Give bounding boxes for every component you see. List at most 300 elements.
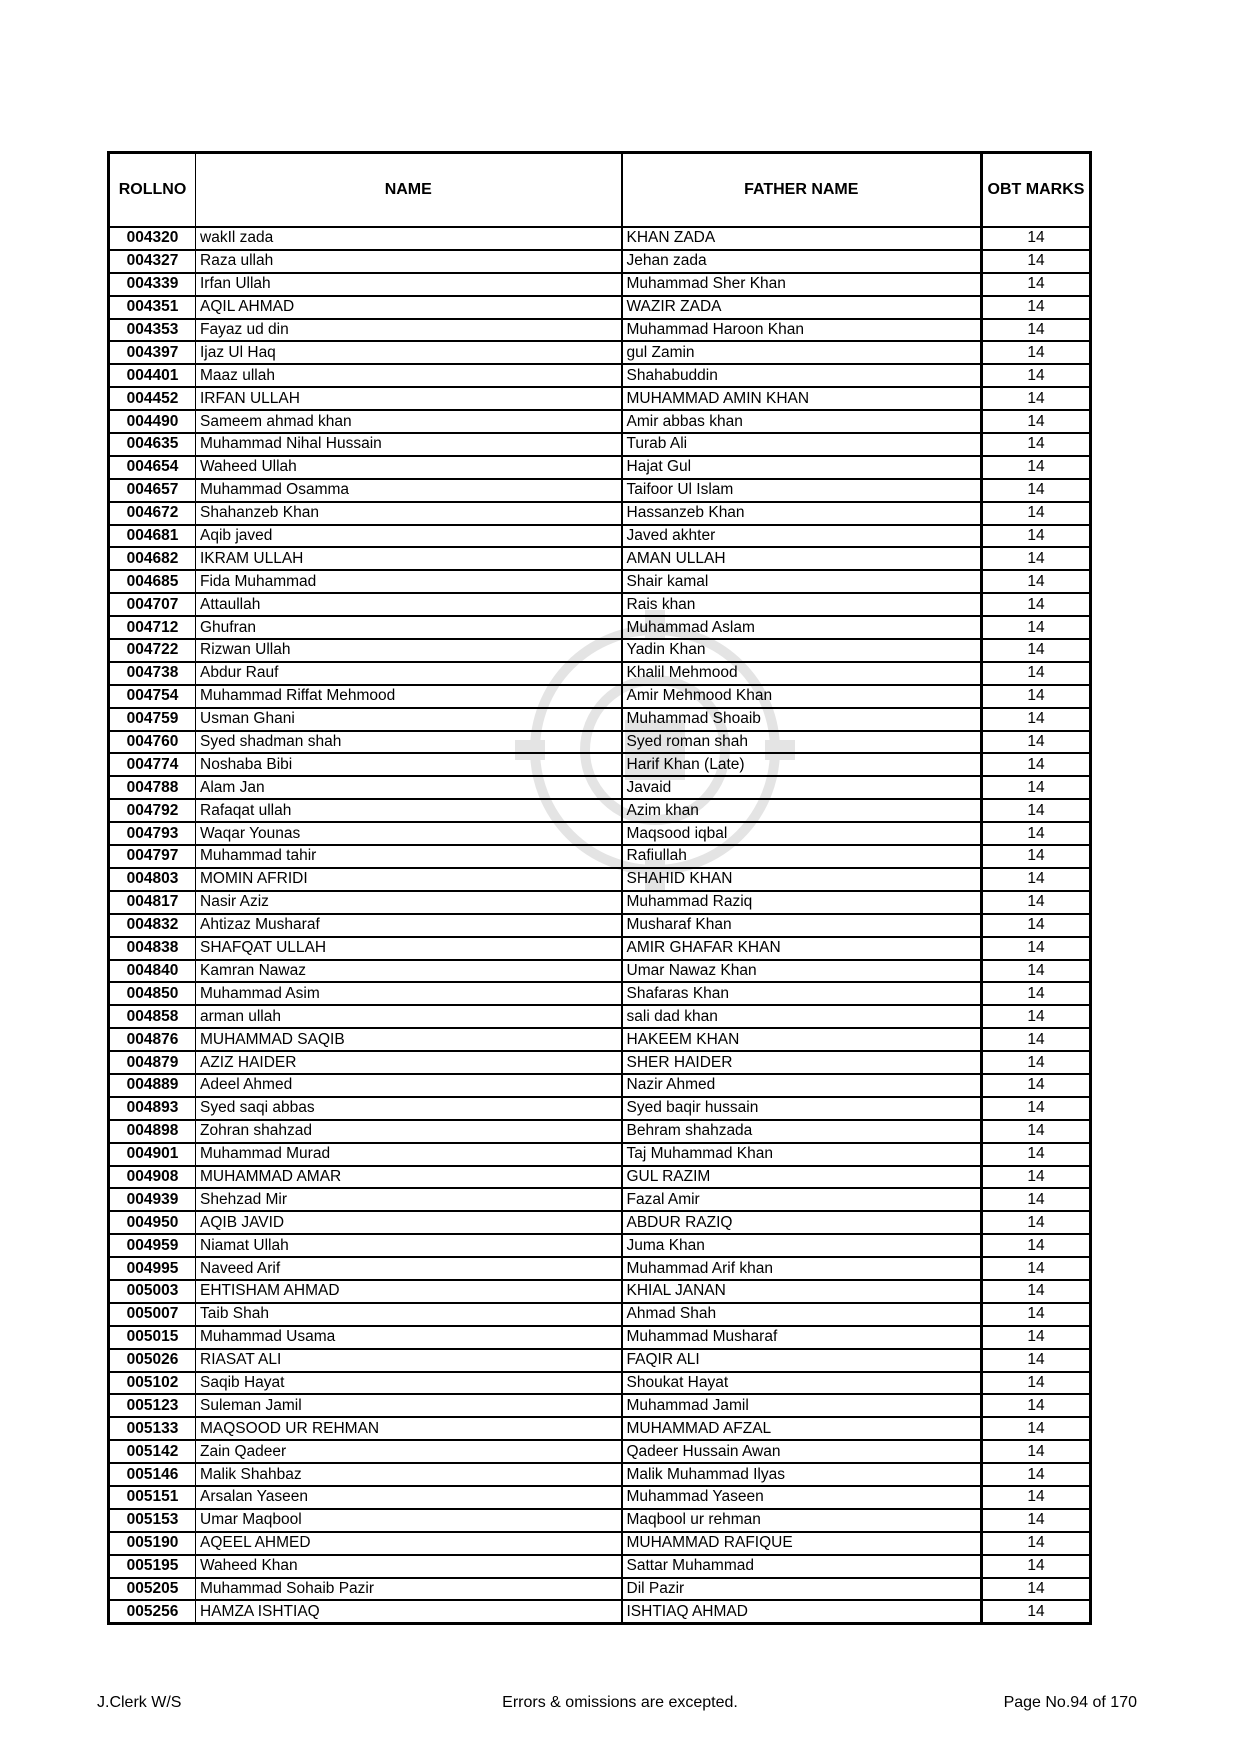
- father-name-cell: Malik Muhammad Ilyas: [622, 1463, 982, 1486]
- table-row: [109, 845, 1091, 868]
- marks-cell: 14: [982, 1074, 1091, 1097]
- table-row: [109, 1143, 1091, 1166]
- father-name-cell: Syed roman shah: [622, 731, 982, 754]
- rollno-cell: 004889: [109, 1074, 196, 1097]
- father-name-cell: FAQIR ALI: [622, 1349, 982, 1372]
- father-name-cell: Muhammad Musharaf: [622, 1326, 982, 1349]
- name-cell: MOMIN AFRIDI: [196, 868, 622, 891]
- rollno-cell: 004774: [109, 753, 196, 776]
- rollno-cell: 004452: [109, 387, 196, 410]
- father-name-cell: Sattar Muhammad: [622, 1555, 982, 1578]
- father-name-cell: Yadin Khan: [622, 639, 982, 662]
- marks-cell: 14: [982, 1509, 1091, 1532]
- name-cell: Fida Muhammad: [196, 570, 622, 593]
- rollno-cell: 004832: [109, 914, 196, 937]
- father-name-cell: Ahmad Shah: [622, 1303, 982, 1326]
- marks-cell: 14: [982, 319, 1091, 342]
- marks-cell: 14: [982, 433, 1091, 456]
- name-cell: IRFAN ULLAH: [196, 387, 622, 410]
- name-cell: Nasir Aziz: [196, 891, 622, 914]
- rollno-cell: 004397: [109, 341, 196, 364]
- marks-cell: 14: [982, 1303, 1091, 1326]
- rollno-cell: 004327: [109, 250, 196, 273]
- marks-cell: 14: [982, 1349, 1091, 1372]
- rollno-cell: 004792: [109, 799, 196, 822]
- name-cell: AZIZ HAIDER: [196, 1051, 622, 1074]
- marks-cell: 14: [982, 1280, 1091, 1303]
- rollno-cell: 005151: [109, 1486, 196, 1509]
- father-name-cell: Rais khan: [622, 593, 982, 616]
- rollno-cell: 004797: [109, 845, 196, 868]
- rollno-cell: 004738: [109, 662, 196, 685]
- rollno-cell: 004850: [109, 982, 196, 1005]
- rollno-cell: 004879: [109, 1051, 196, 1074]
- name-cell: MAQSOOD UR REHMAN: [196, 1417, 622, 1440]
- marks-cell: 14: [982, 273, 1091, 296]
- father-name-cell: Qadeer Hussain Awan: [622, 1440, 982, 1463]
- father-name-cell: Fazal Amir: [622, 1188, 982, 1211]
- marks-cell: 14: [982, 1211, 1091, 1234]
- rollno-cell: 004490: [109, 410, 196, 433]
- rollno-cell: 004682: [109, 547, 196, 570]
- table-row: [109, 1440, 1091, 1463]
- table-row: [109, 639, 1091, 662]
- table-row: [109, 227, 1091, 250]
- father-name-cell: Juma Khan: [622, 1234, 982, 1257]
- marks-cell: 14: [982, 593, 1091, 616]
- marks-cell: 14: [982, 1372, 1091, 1395]
- father-name-cell: Taifoor Ul Islam: [622, 479, 982, 502]
- table-row: [109, 570, 1091, 593]
- rollno-cell: 004654: [109, 456, 196, 479]
- marks-cell: 14: [982, 822, 1091, 845]
- marks-cell: 14: [982, 547, 1091, 570]
- name-cell: Taib Shah: [196, 1303, 622, 1326]
- name-cell: Adeel Ahmed: [196, 1074, 622, 1097]
- table-row: [109, 799, 1091, 822]
- rollno-cell: 005123: [109, 1394, 196, 1417]
- name-cell: AQEEL AHMED: [196, 1532, 622, 1555]
- table-row: [109, 296, 1091, 319]
- rollno-cell: 005026: [109, 1349, 196, 1372]
- header-father-name: FATHER NAME: [622, 153, 982, 228]
- rollno-cell: 004898: [109, 1120, 196, 1143]
- rollno-cell: 004707: [109, 593, 196, 616]
- father-name-cell: ABDUR RAZIQ: [622, 1211, 982, 1234]
- name-cell: RIASAT ALI: [196, 1349, 622, 1372]
- table-row: [109, 662, 1091, 685]
- rollno-cell: 004793: [109, 822, 196, 845]
- marks-cell: 14: [982, 1486, 1091, 1509]
- name-cell: AQIB JAVID: [196, 1211, 622, 1234]
- father-name-cell: Hajat Gul: [622, 456, 982, 479]
- marks-cell: 14: [982, 1257, 1091, 1280]
- rollno-cell: 004754: [109, 685, 196, 708]
- table-row: [109, 250, 1091, 273]
- rollno-cell: 004712: [109, 616, 196, 639]
- father-name-cell: Amir Mehmood Khan: [622, 685, 982, 708]
- header-rollno: ROLLNO: [109, 153, 196, 228]
- father-name-cell: SHAHID KHAN: [622, 868, 982, 891]
- name-cell: AQIL AHMAD: [196, 296, 622, 319]
- marks-cell: 14: [982, 570, 1091, 593]
- father-name-cell: Muhammad Jamil: [622, 1394, 982, 1417]
- father-name-cell: HAKEEM KHAN: [622, 1028, 982, 1051]
- marks-cell: 14: [982, 1555, 1091, 1578]
- father-name-cell: Muhammad Aslam: [622, 616, 982, 639]
- name-cell: Ahtizaz Musharaf: [196, 914, 622, 937]
- name-cell: Noshaba Bibi: [196, 753, 622, 776]
- footer-page-number: Page No.94 of 170: [1003, 1694, 1137, 1711]
- table-row: [109, 1372, 1091, 1395]
- table-row: [109, 1051, 1091, 1074]
- marks-cell: 14: [982, 525, 1091, 548]
- marks-cell: 14: [982, 410, 1091, 433]
- father-name-cell: KHAN ZADA: [622, 227, 982, 250]
- table-row: [109, 1280, 1091, 1303]
- rollno-cell: 004950: [109, 1211, 196, 1234]
- table-row: [109, 273, 1091, 296]
- marks-cell: 14: [982, 1394, 1091, 1417]
- father-name-cell: Muhammad Haroon Khan: [622, 319, 982, 342]
- rollno-cell: 005142: [109, 1440, 196, 1463]
- name-cell: Muhammad Riffat Mehmood: [196, 685, 622, 708]
- rollno-cell: 004803: [109, 868, 196, 891]
- table-row: [109, 1349, 1091, 1372]
- rollno-cell: 004876: [109, 1028, 196, 1051]
- marks-cell: 14: [982, 479, 1091, 502]
- table-row: [109, 433, 1091, 456]
- name-cell: MUHAMMAD SAQIB: [196, 1028, 622, 1051]
- name-cell: Muhammad Osamma: [196, 479, 622, 502]
- name-cell: Niamat Ullah: [196, 1234, 622, 1257]
- marks-cell: 14: [982, 1234, 1091, 1257]
- name-cell: Attaullah: [196, 593, 622, 616]
- table-row: [109, 1578, 1091, 1601]
- name-cell: Alam Jan: [196, 776, 622, 799]
- father-name-cell: Hassanzeb Khan: [622, 502, 982, 525]
- table-row: [109, 502, 1091, 525]
- table-row: [109, 479, 1091, 502]
- rollno-cell: 004840: [109, 960, 196, 983]
- rollno-cell: 004817: [109, 891, 196, 914]
- table-row: [109, 1120, 1091, 1143]
- father-name-cell: Muhammad Arif khan: [622, 1257, 982, 1280]
- rollno-cell: 004858: [109, 1005, 196, 1028]
- marks-cell: 14: [982, 891, 1091, 914]
- marks-cell: 14: [982, 845, 1091, 868]
- marks-cell: 14: [982, 914, 1091, 937]
- table-row: [109, 364, 1091, 387]
- father-name-cell: KHIAL JANAN: [622, 1280, 982, 1303]
- father-name-cell: Shafaras Khan: [622, 982, 982, 1005]
- marks-cell: 14: [982, 731, 1091, 754]
- table-row: [109, 547, 1091, 570]
- name-cell: Muhammad Murad: [196, 1143, 622, 1166]
- header-obt-marks: OBT MARKS: [982, 153, 1091, 228]
- marks-cell: 14: [982, 937, 1091, 960]
- marks-cell: 14: [982, 1143, 1091, 1166]
- marks-cell: 14: [982, 868, 1091, 891]
- father-name-cell: WAZIR ZADA: [622, 296, 982, 319]
- rollno-cell: 004759: [109, 708, 196, 731]
- table-row: [109, 1600, 1091, 1623]
- rollno-cell: 004351: [109, 296, 196, 319]
- rollno-cell: 005256: [109, 1600, 196, 1623]
- name-cell: Umar Maqbool: [196, 1509, 622, 1532]
- marks-cell: 14: [982, 1600, 1091, 1623]
- rollno-cell: 005205: [109, 1578, 196, 1601]
- name-cell: Waheed Khan: [196, 1555, 622, 1578]
- marks-cell: 14: [982, 960, 1091, 983]
- table-body: [109, 227, 1091, 1624]
- results-table: [107, 151, 1092, 1625]
- rollno-cell: 005190: [109, 1532, 196, 1555]
- name-cell: Kamran Nawaz: [196, 960, 622, 983]
- rollno-cell: 005195: [109, 1555, 196, 1578]
- table-row: [109, 616, 1091, 639]
- marks-cell: 14: [982, 1417, 1091, 1440]
- table-row: [109, 1166, 1091, 1189]
- rollno-cell: 004838: [109, 937, 196, 960]
- marks-cell: 14: [982, 662, 1091, 685]
- marks-cell: 14: [982, 1097, 1091, 1120]
- table-row: [109, 914, 1091, 937]
- table-row: [109, 1303, 1091, 1326]
- rollno-cell: 004939: [109, 1188, 196, 1211]
- rollno-cell: 005153: [109, 1509, 196, 1532]
- father-name-cell: Rafiullah: [622, 845, 982, 868]
- father-name-cell: Syed baqir hussain: [622, 1097, 982, 1120]
- marks-cell: 14: [982, 296, 1091, 319]
- father-name-cell: Muhammad Yaseen: [622, 1486, 982, 1509]
- table-row: [109, 1005, 1091, 1028]
- rollno-cell: 004635: [109, 433, 196, 456]
- marks-cell: 14: [982, 1188, 1091, 1211]
- name-cell: SHAFQAT ULLAH: [196, 937, 622, 960]
- table-row: [109, 525, 1091, 548]
- table-row: [109, 822, 1091, 845]
- table-row: [109, 731, 1091, 754]
- father-name-cell: GUL RAZIM: [622, 1166, 982, 1189]
- table-header-row: [109, 153, 1091, 228]
- table-row: [109, 456, 1091, 479]
- father-name-cell: AMIR GHAFAR KHAN: [622, 937, 982, 960]
- father-name-cell: Nazir Ahmed: [622, 1074, 982, 1097]
- marks-cell: 14: [982, 753, 1091, 776]
- table-row: [109, 1211, 1091, 1234]
- rollno-cell: 004685: [109, 570, 196, 593]
- table-row: [109, 1463, 1091, 1486]
- name-cell: Raza ullah: [196, 250, 622, 273]
- marks-cell: 14: [982, 1440, 1091, 1463]
- marks-cell: 14: [982, 341, 1091, 364]
- footer-disclaimer: Errors & omissions are excepted.: [502, 1694, 738, 1711]
- table-row: [109, 776, 1091, 799]
- name-cell: MUHAMMAD AMAR: [196, 1166, 622, 1189]
- name-cell: Waqar Younas: [196, 822, 622, 845]
- rollno-cell: 005133: [109, 1417, 196, 1440]
- father-name-cell: AMAN ULLAH: [622, 547, 982, 570]
- name-cell: Zain Qadeer: [196, 1440, 622, 1463]
- father-name-cell: Maqbool ur rehman: [622, 1509, 982, 1532]
- marks-cell: 14: [982, 1120, 1091, 1143]
- name-cell: Saqib Hayat: [196, 1372, 622, 1395]
- table-row: [109, 1509, 1091, 1532]
- father-name-cell: sali dad khan: [622, 1005, 982, 1028]
- name-cell: Ghufran: [196, 616, 622, 639]
- father-name-cell: MUHAMMAD AFZAL: [622, 1417, 982, 1440]
- name-cell: Aqib javed: [196, 525, 622, 548]
- father-name-cell: Harif Khan (Late): [622, 753, 982, 776]
- rollno-cell: 004995: [109, 1257, 196, 1280]
- table-row: [109, 1394, 1091, 1417]
- table-row: [109, 937, 1091, 960]
- rollno-cell: 004893: [109, 1097, 196, 1120]
- table-row: [109, 410, 1091, 433]
- marks-cell: 14: [982, 227, 1091, 250]
- table-row: [109, 1326, 1091, 1349]
- name-cell: Sameem ahmad khan: [196, 410, 622, 433]
- name-cell: Irfan Ullah: [196, 273, 622, 296]
- rollno-cell: 004760: [109, 731, 196, 754]
- father-name-cell: Dil Pazir: [622, 1578, 982, 1601]
- father-name-cell: ISHTIAQ AHMAD: [622, 1600, 982, 1623]
- rollno-cell: 004681: [109, 525, 196, 548]
- marks-cell: 14: [982, 1051, 1091, 1074]
- rollno-cell: 005007: [109, 1303, 196, 1326]
- rollno-cell: 005003: [109, 1280, 196, 1303]
- table-row: [109, 1074, 1091, 1097]
- marks-cell: 14: [982, 456, 1091, 479]
- name-cell: Muhammad tahir: [196, 845, 622, 868]
- father-name-cell: Amir abbas khan: [622, 410, 982, 433]
- marks-cell: 14: [982, 1532, 1091, 1555]
- rollno-cell: 004672: [109, 502, 196, 525]
- table-row: [109, 1555, 1091, 1578]
- father-name-cell: Shoukat Hayat: [622, 1372, 982, 1395]
- name-cell: Rizwan Ullah: [196, 639, 622, 662]
- father-name-cell: MUHAMMAD AMIN KHAN: [622, 387, 982, 410]
- father-name-cell: Umar Nawaz Khan: [622, 960, 982, 983]
- father-name-cell: Musharaf Khan: [622, 914, 982, 937]
- rollno-cell: 004788: [109, 776, 196, 799]
- marks-cell: 14: [982, 387, 1091, 410]
- table-row: [109, 960, 1091, 983]
- table-row: [109, 1028, 1091, 1051]
- table-row: [109, 1257, 1091, 1280]
- father-name-cell: SHER HAIDER: [622, 1051, 982, 1074]
- name-cell: IKRAM ULLAH: [196, 547, 622, 570]
- father-name-cell: Muhammad Shoaib: [622, 708, 982, 731]
- name-cell: Muhammad Asim: [196, 982, 622, 1005]
- name-cell: EHTISHAM AHMAD: [196, 1280, 622, 1303]
- marks-cell: 14: [982, 250, 1091, 273]
- table-row: [109, 708, 1091, 731]
- table-row: [109, 1097, 1091, 1120]
- name-cell: Shehzad Mir: [196, 1188, 622, 1211]
- name-cell: Waheed Ullah: [196, 456, 622, 479]
- name-cell: Suleman Jamil: [196, 1394, 622, 1417]
- name-cell: Muhammad Usama: [196, 1326, 622, 1349]
- table-row: [109, 1417, 1091, 1440]
- marks-cell: 14: [982, 1463, 1091, 1486]
- father-name-cell: Taj Muhammad Khan: [622, 1143, 982, 1166]
- name-cell: Usman Ghani: [196, 708, 622, 731]
- name-cell: HAMZA ISHTIAQ: [196, 1600, 622, 1623]
- name-cell: Ijaz Ul Haq: [196, 341, 622, 364]
- father-name-cell: Shahabuddin: [622, 364, 982, 387]
- table-row: [109, 1532, 1091, 1555]
- header-name: NAME: [196, 153, 622, 228]
- rollno-cell: 004320: [109, 227, 196, 250]
- name-cell: Maaz ullah: [196, 364, 622, 387]
- father-name-cell: gul Zamin: [622, 341, 982, 364]
- father-name-cell: Turab Ali: [622, 433, 982, 456]
- marks-cell: 14: [982, 1028, 1091, 1051]
- table-row: [109, 868, 1091, 891]
- table-row: [109, 319, 1091, 342]
- father-name-cell: Maqsood iqbal: [622, 822, 982, 845]
- name-cell: Naveed Arif: [196, 1257, 622, 1280]
- marks-cell: 14: [982, 1166, 1091, 1189]
- rollno-cell: 004353: [109, 319, 196, 342]
- marks-cell: 14: [982, 1005, 1091, 1028]
- marks-cell: 14: [982, 685, 1091, 708]
- marks-cell: 14: [982, 616, 1091, 639]
- father-name-cell: Azim khan: [622, 799, 982, 822]
- table-row: [109, 753, 1091, 776]
- footer-clerk: J.Clerk W/S: [97, 1694, 182, 1711]
- rollno-cell: 005015: [109, 1326, 196, 1349]
- table-row: [109, 593, 1091, 616]
- rollno-cell: 004657: [109, 479, 196, 502]
- name-cell: Shahanzeb Khan: [196, 502, 622, 525]
- father-name-cell: MUHAMMAD RAFIQUE: [622, 1532, 982, 1555]
- marks-cell: 14: [982, 1578, 1091, 1601]
- rollno-cell: 004908: [109, 1166, 196, 1189]
- name-cell: Rafaqat ullah: [196, 799, 622, 822]
- name-cell: arman ullah: [196, 1005, 622, 1028]
- father-name-cell: Muhammad Sher Khan: [622, 273, 982, 296]
- marks-cell: 14: [982, 502, 1091, 525]
- table-row: [109, 891, 1091, 914]
- rollno-cell: 004901: [109, 1143, 196, 1166]
- father-name-cell: Behram shahzada: [622, 1120, 982, 1143]
- name-cell: Muhammad Nihal Hussain: [196, 433, 622, 456]
- name-cell: Malik Shahbaz: [196, 1463, 622, 1486]
- table-row: [109, 1188, 1091, 1211]
- table-row: [109, 982, 1091, 1005]
- name-cell: Zohran shahzad: [196, 1120, 622, 1143]
- marks-cell: 14: [982, 364, 1091, 387]
- name-cell: Muhammad Sohaib Pazir: [196, 1578, 622, 1601]
- rollno-cell: 004722: [109, 639, 196, 662]
- rollno-cell: 004959: [109, 1234, 196, 1257]
- name-cell: Syed shadman shah: [196, 731, 622, 754]
- father-name-cell: Khalil Mehmood: [622, 662, 982, 685]
- rollno-cell: 005146: [109, 1463, 196, 1486]
- rollno-cell: 004401: [109, 364, 196, 387]
- table-row: [109, 1486, 1091, 1509]
- table-row: [109, 1234, 1091, 1257]
- table-row: [109, 341, 1091, 364]
- father-name-cell: Javed akhter: [622, 525, 982, 548]
- name-cell: Arsalan Yaseen: [196, 1486, 622, 1509]
- father-name-cell: Jehan zada: [622, 250, 982, 273]
- rollno-cell: 005102: [109, 1372, 196, 1395]
- table-row: [109, 685, 1091, 708]
